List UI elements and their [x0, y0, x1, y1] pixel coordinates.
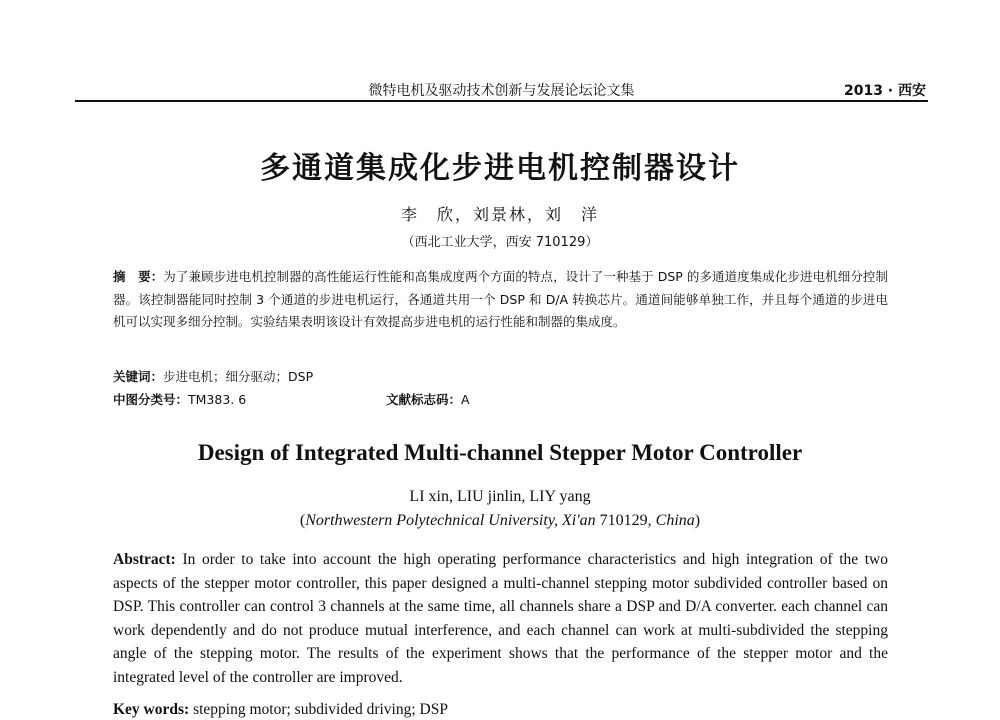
affiliation-open-paren: (: [299, 512, 306, 529]
affiliation-close-paren: ): [694, 512, 701, 529]
keywords-english: [113, 700, 888, 718]
abstract-english-label: Abstract:: [113, 551, 176, 568]
clc-number: [113, 390, 246, 408]
document-code: [386, 390, 470, 408]
abstract-chinese-text: 为了兼顾步进电机控制器的高性能运行性能和高集成度两个方面的特点，设计了一种基于 DSP 的多通道度集成化步进电机细分控制器。该控制器能同时控制 3 个通道的步进电机运行，各通道共用一个 DSP 和 D/A 转换芯片。通道间能够单独工作，并且每个通道的步进电机可以实现多细分控制。实验结果表明该设计有效提高步进电机的运行性能和制器的集成度。: [113, 269, 888, 329]
keywords-english-label: Key words:: [113, 701, 190, 718]
running-header: [75, 80, 928, 102]
keywords-chinese-text: 步进电机；细分驱动；DSP: [163, 369, 314, 384]
affiliation-postcode: 710129,: [595, 512, 656, 529]
keywords-english-text: stepping motor; subdivided driving; DSP: [189, 701, 448, 718]
abstract-chinese-label: 摘 要：: [113, 269, 164, 284]
authors-english: LI xin, LIU jinlin, LIY yang: [409, 488, 591, 505]
keywords-chinese: [113, 367, 888, 385]
clc-label: 中图分类号：: [113, 392, 189, 407]
keywords-chinese-label: 关键词：: [113, 369, 164, 384]
title-chinese: 多通道集成化步进电机控制器设计: [260, 151, 740, 186]
document-code-value: A: [461, 392, 470, 407]
document-code-label: 文献标志码：: [386, 392, 462, 407]
affiliation-chinese: （西北工业大学，西安 710129）: [401, 235, 599, 250]
authors-chinese: 李 欣，刘景林，刘 洋: [400, 205, 599, 224]
classification-chinese: [113, 390, 888, 410]
abstract-english-text: In order to take into account the high operating performance characteristics and high integration of the two aspects of the stepper motor controller, this paper designed a multi-channel stepping motor subdivided controller based on DSP. This controller can control 3 channels at the same time, all channels share a DSP and D/A converter. each channel can work dependently and do not produce mutual interference, and each channel can work at multi-subdivided the stepping angle of the stepping motor. The results of the experiment shows that the performance of the stepper motor and the integrated level of the controller are improved.: [113, 551, 888, 686]
abstract-english: [113, 548, 888, 689]
year-location: 2013 · 西安: [843, 83, 926, 99]
clc-value: TM383. 6: [188, 392, 247, 407]
affiliation-english: [0, 512, 1000, 530]
affiliation-country: China: [655, 512, 695, 529]
title-english: Design of Integrated Multi-channel Stepper Motor Controller: [197, 440, 803, 465]
affiliation-institution: Northwestern Polytechnical University, Xi'an: [305, 512, 596, 529]
abstract-chinese: [113, 266, 888, 334]
journal-name: 微特电机及驱动技术创新与发展论坛论文集: [368, 83, 635, 99]
